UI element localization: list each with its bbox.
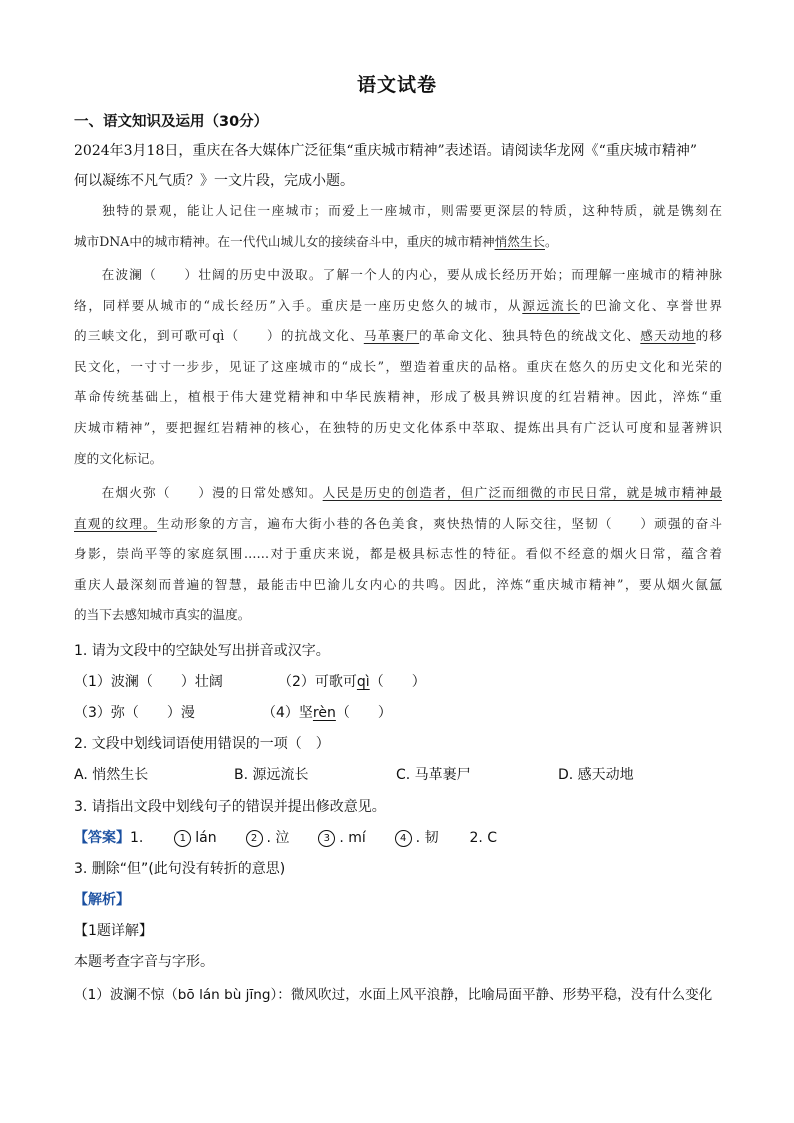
passage-line: 庆城市精神”，要把握红岩精神的核心，在独特的历史文化体系中萃取、提炼出具有广泛认可度和显著辨识 [74,419,722,435]
passage-line: 度的文化标记。 [74,450,163,466]
analysis-label: 【解析】 [74,892,130,908]
circled-number-4: 4 [395,830,412,847]
answer-q2: 2. C [469,830,498,846]
q2-option-c: C. 马革裹尸 [396,767,471,783]
passage-line: 城市DNA中的城市精神。在一代代山城儿女的接续奋斗中，重庆的城市精神悄然生长。 [74,233,558,249]
passage-line: 在波澜（ ）壮阔的历史中汲取。了解一个人的内心，要从成长经历开始；而理解一座城市的精神脉 [74,267,722,282]
intro-line-1: 2024年3月18日，重庆在各大媒体广泛征集“重庆城市精神”表述语。请阅读华龙网《“重庆城市精神” [74,143,697,159]
analysis-sub-heading: 【1题详解】 [74,923,153,939]
analysis-line-1: 本题考查字音与字形。 [74,954,214,970]
circled-number-3: 3 [318,830,335,847]
page-title: 语文试卷 [356,74,437,96]
underlined-sentence: 直观的纹理。 [74,515,157,531]
passage-line: 身影，崇尚平等的家庭氛围……对于重庆来说，都是极具标志性的特征。看似不经意的烟火日常，蕴含着 [74,546,722,562]
passage-line: 独特的景观，能让人记住一座城市；而爱上一座城市，则需要更深层的特质，这种特质，就是镌刻在 [74,203,722,218]
intro-line-2: 何以凝练不凡气质？》一文片段，完成小题。 [74,173,354,189]
answer-line: 【答案】1. 1 lán 2 . 泣 3 . mí 4 . 韧 2. C [74,830,498,846]
q1-item-1: （1）波澜（ ）壮阔 [74,674,223,690]
passage-line: 直观的纹理。生动形象的方言，遍布大街小巷的各色美食，爽快热情的人际交往，坚韧（ ）顽强的奋斗 [74,515,722,531]
passage-line: 络，同样要从城市的“成长经历”入手。重庆是一座历史悠久的城市，从源远流长的巴渝文化、享誉世界 [74,297,722,313]
q2-option-b: B. 源远流长 [234,767,309,783]
q1-item-4: （4）坚rèn（ ） [262,705,392,721]
analysis-line-2: （1）波澜不惊（bō lán bù jīng）：微风吹过，水面上风平浪静，比喻局面平静、形势平稳，没有什么变化 [74,987,713,1003]
q1-item-2: （2）可歌可qì（ ） [278,674,426,690]
answer-q3: 3. 删除“但”(此句没有转折的意思) [74,861,286,877]
question-1-stem: 1. 请为文段中的空缺处写出拼音或汉字。 [74,643,330,659]
q2-option-a: A. 悄然生长 [74,767,149,783]
circled-number-1: 1 [174,830,191,847]
answer-label: 【答案】 [74,830,130,846]
passage-line: 重庆人最深刻而普遍的智慧，最能击中巴渝儿女内心的共鸣。因此，淬炼“重庆城市精神”，要从烟火氤氲 [74,576,722,592]
underlined-term: 源远流长 [522,297,580,313]
underlined-term: 感天动地 [640,328,696,344]
section-heading: 一、语文知识及运用（30分） [74,114,269,130]
passage-line: 的当下去感知城市真实的温度。 [74,607,251,623]
underlined-term: 马革裹尸 [363,328,420,344]
passage-line: 在烟火弥（ ）漫的日常处感知。人民是历史的创造者，但广泛而细微的市民日常，就是城市精神最 [74,485,722,500]
circled-number-2: 2 [246,830,263,847]
passage-paragraph-1 [74,196,722,257]
underlined-sentence: 人民是历史的创造者，但广泛而细微的市民日常，就是城市精神最 [322,485,722,500]
question-3-stem: 3. 请指出文段中划线句子的错误并提出修改意见。 [74,799,386,815]
passage-line: 民文化，一寸寸一步步，见证了这座城市的“成长”，塑造着重庆的品格。重庆在悠久的历史文化和光荣的 [74,358,722,374]
passage-paragraph-3 [74,478,722,631]
passage-line: 革命传统基础上，植根于伟大建党精神和中华民族精神，形成了极具辨识度的红岩精神。因此，淬炼“重 [74,389,722,405]
q2-option-d: D. 感天动地 [558,767,634,783]
passage-line: 的三峡文化，到可歌可qì（ ）的抗战文化、马革裹尸的革命文化、独具特色的统战文化、感天动地的移 [74,328,722,344]
passage-paragraph-2 [74,260,722,474]
underlined-term: 悄然生长 [494,233,545,249]
question-2-stem: 2. 文段中划线词语使用错误的一项（ ） [74,736,330,752]
q1-item-3: （3）弥（ ）漫 [74,705,195,721]
